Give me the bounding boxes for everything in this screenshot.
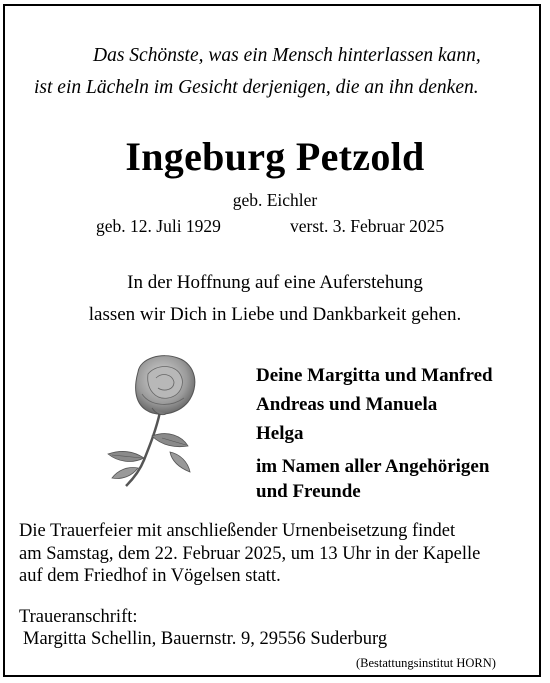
mourner-line-5: und Freunde [256,481,361,502]
quote-line-1: Das Schönste, was ein Mensch hinterlassen kann, [93,45,481,66]
hope-line-2: lassen wir Dich in Liebe und Dankbarkeit gehen. [88,304,462,325]
hope-line-1: In der Hoffnung auf eine Auferstehung [127,272,423,293]
ceremony-line-2: am Samstag, dem 22. Februar 2025, um 13 Uhr in der Kapelle [19,544,481,564]
ceremony-line-3: auf dem Friedhof in Vögelsen statt. [19,566,281,586]
address-value: Margitta Schellin, Bauernstr. 9, 29556 Suderburg [23,629,388,649]
funeral-home: (Bestattungsinstitut HORN) [356,656,496,670]
maiden-name: geb. Eichler [232,190,318,210]
mourner-line-3: Helga [256,423,304,444]
mourner-line-1: Deine Margitta und Manfred [256,365,493,386]
death-date: verst. 3. Februar 2025 [290,216,445,236]
quote-line-2: ist ein Lächeln im Gesicht derjenigen, die an ihn denken. [34,77,479,98]
rose-icon [100,350,220,490]
address-label: Traueranschrift: [19,607,138,627]
mourner-line-2: Andreas und Manuela [256,394,438,415]
ceremony-line-1: Die Trauerfeier mit anschließender Urnenbeisetzung findet [19,521,456,541]
mourner-line-4: im Namen aller Angehörigen [256,456,490,477]
deceased-name: Ingeburg Petzold [125,134,425,179]
birth-date: geb. 12. Juli 1929 [96,216,221,236]
